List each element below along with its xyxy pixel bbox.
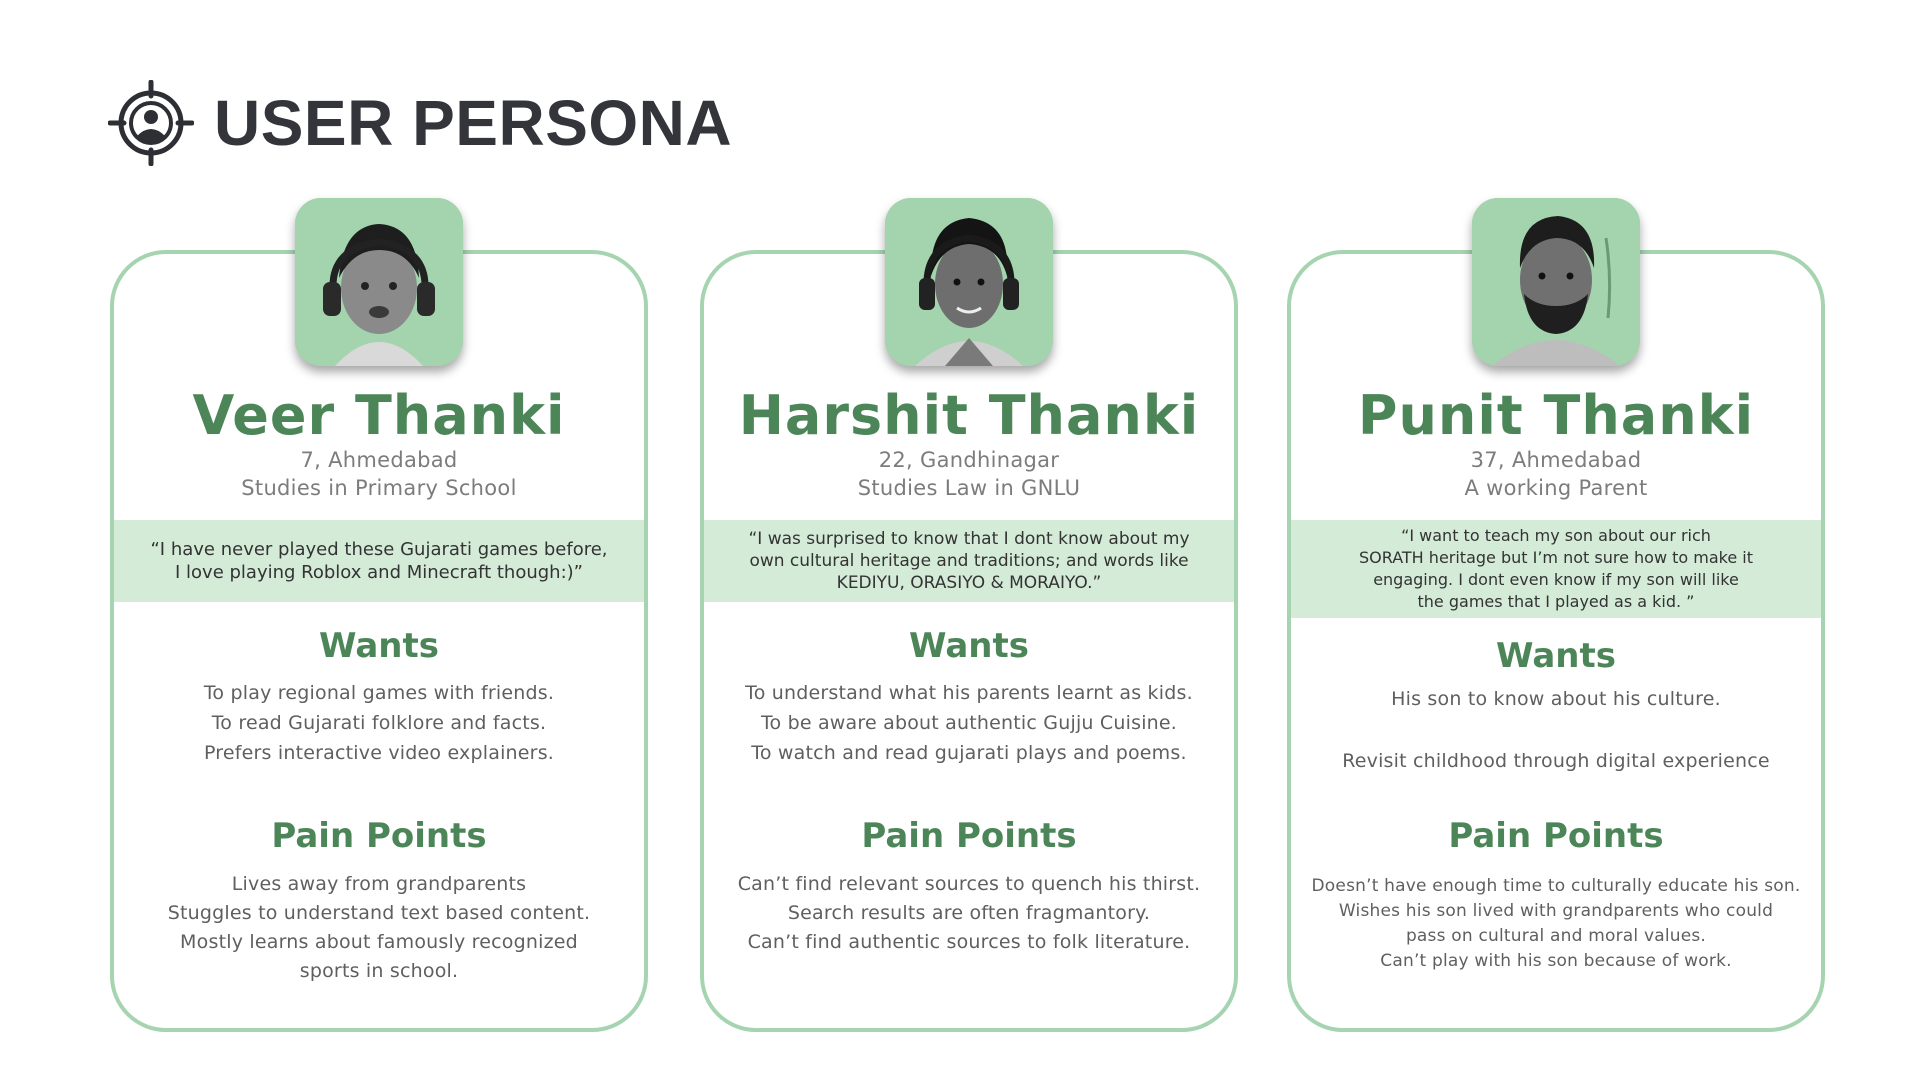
persona-avatar (295, 198, 463, 366)
persona-occupation: Studies in Primary School (241, 476, 517, 500)
list-item: pass on cultural and moral values. (1405, 926, 1707, 946)
quote-line: “I have never played these Gujarati games before, (150, 539, 608, 560)
persona-age-city: 37, Ahmedabad (1470, 448, 1642, 472)
list-item: To be aware about authentic Gujju Cuisine. (760, 712, 1178, 734)
persona-quote (704, 520, 1234, 602)
persona-quote (114, 520, 644, 602)
wants-heading: Wants (319, 626, 439, 666)
page-title: USER PERSONA (214, 87, 733, 159)
list-item: To play regional games with friends. (203, 682, 555, 704)
quote-line: I love playing Roblox and Minecraft though:)” (175, 562, 583, 583)
persona-card-veer (110, 250, 648, 1032)
young-man-with-headphones-photo (885, 198, 1053, 366)
persona-card-harshit (700, 250, 1238, 1032)
quote-line: engaging. I dont even know if my son will like (1373, 570, 1739, 589)
list-item: To read Gujarati folklore and facts. (211, 712, 547, 734)
list-item: His son to know about his culture. (1391, 688, 1721, 710)
child-with-headphones-photo (295, 198, 463, 366)
list-item: Doesn’t have enough time to culturally educate his son. (1311, 876, 1801, 896)
quote-line: the games that I played as a kid. ” (1417, 592, 1695, 611)
wants-heading: Wants (909, 626, 1029, 666)
wants-heading: Wants (1496, 636, 1616, 676)
wants-list (114, 678, 644, 768)
persona-occupation: A working Parent (1464, 476, 1648, 500)
persona-card-punit (1287, 250, 1825, 1032)
user-target-icon (108, 80, 194, 166)
list-item: Search results are often fragmantory. (787, 902, 1151, 924)
list-item: Lives away from grandparents (231, 873, 527, 895)
bearded-man-photo (1472, 198, 1640, 366)
wants-list (704, 678, 1234, 768)
page-header (108, 78, 732, 168)
list-item: Mostly learns about famously recognized (180, 931, 578, 953)
persona-avatar (885, 198, 1053, 366)
list-item (1291, 715, 1821, 746)
list-item: Revisit childhood through digital experience (1342, 750, 1770, 772)
persona-quote (1291, 520, 1821, 618)
pain-points-list (114, 870, 644, 986)
list-item: Prefers interactive video explainers. (203, 742, 555, 764)
persona-name: Punit Thanki (1357, 384, 1755, 447)
persona-occupation: Studies Law in GNLU (857, 476, 1081, 500)
pain-points-heading: Pain Points (271, 816, 487, 856)
list-item: Can’t find relevant sources to quench his thirst. (737, 873, 1201, 895)
quote-line: own cultural heritage and traditions; and words like (749, 551, 1189, 571)
pain-points-list (1291, 874, 1821, 974)
list-item: To watch and read gujarati plays and poems. (751, 742, 1187, 764)
pain-points-heading: Pain Points (1448, 816, 1664, 856)
persona-avatar (1472, 198, 1640, 366)
wants-list (1291, 684, 1821, 777)
pain-points-heading: Pain Points (861, 816, 1077, 856)
list-item: Stuggles to understand text based content. (167, 902, 591, 924)
quote-line: “I want to teach my son about our rich (1401, 526, 1711, 545)
quote-line: SORATH heritage but I’m not sure how to make it (1358, 548, 1754, 567)
persona-age-city: 7, Ahmedabad (300, 448, 458, 472)
list-item: Can’t play with his son because of work. (1380, 951, 1732, 971)
persona-age-city: 22, Gandhinagar (878, 448, 1060, 472)
list-item: Wishes his son lived with grandparents who could (1338, 901, 1774, 921)
quote-line: KEDIYU, ORASIYO & MORAIYO.” (836, 573, 1102, 593)
persona-name: Veer Thanki (192, 384, 566, 447)
list-item: To understand what his parents learnt as kids. (745, 682, 1193, 704)
persona-name: Harshit Thanki (738, 384, 1200, 447)
list-item: Can’t find authentic sources to folk literature. (747, 931, 1191, 953)
list-item: sports in school. (299, 960, 459, 982)
pain-points-list (704, 870, 1234, 957)
quote-line: “I was surprised to know that I dont know about my (748, 529, 1190, 549)
